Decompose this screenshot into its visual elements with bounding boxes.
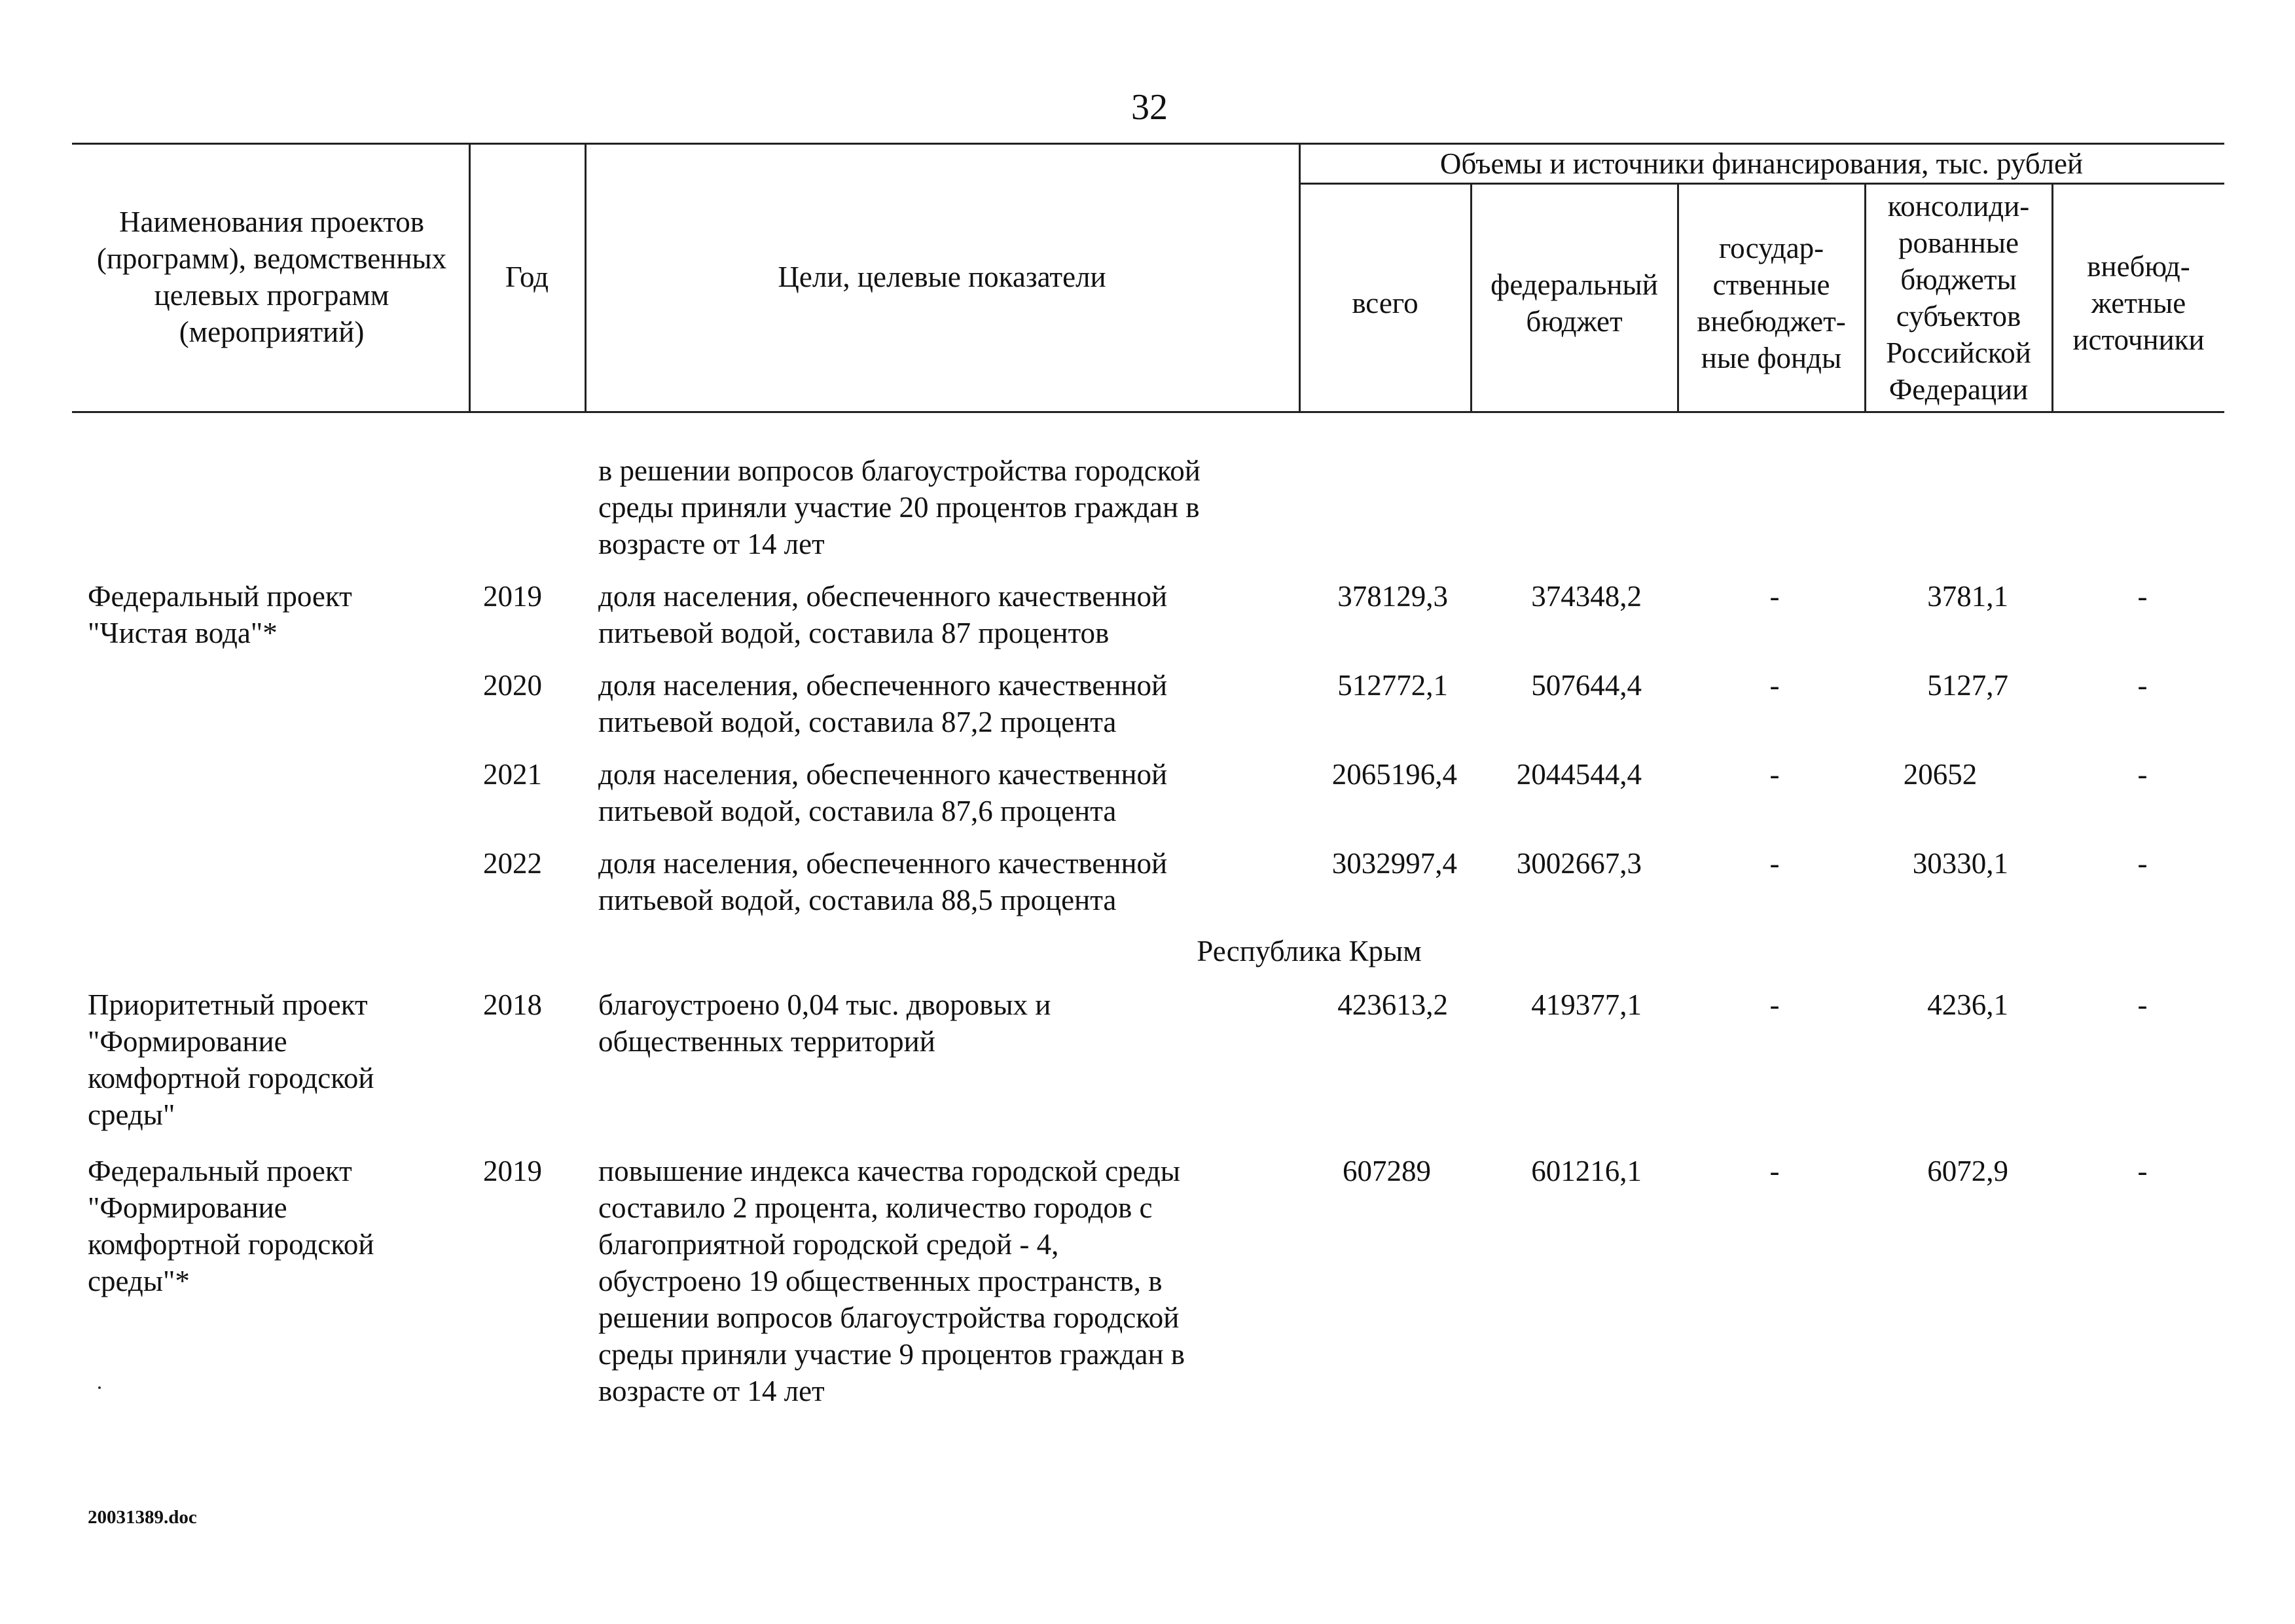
federal-value: 601216,1 [1531,1155,1642,1187]
goal-line: доля населения, обеспеченного качественной [598,758,1168,791]
col-divider [1864,183,1866,411]
col-divider [1470,183,1472,411]
offbudget-value: - [2137,580,2148,613]
regional-value: 20652 [1903,758,1978,791]
header-name: Наименования проектов (программ), ведомственных целевых программ (мероприятий) [96,206,447,348]
goal-line: питьевой водой, составила 88,5 процента [598,884,1117,916]
page-number: 32 [1131,87,1168,128]
goal-line: решении вопросов благоустройства городской [598,1301,1180,1334]
goal-line: доля населения, обеспеченного качественной [598,847,1168,880]
speck-dot [98,1386,101,1389]
header-bottom-border [72,411,2224,413]
goal-line: питьевой водой, составила 87,2 процента [598,706,1117,738]
state-funds-value: - [1769,580,1780,613]
goal-line: повышение индекса качества городской среды [598,1155,1180,1187]
total-value: 378129,3 [1337,580,1448,613]
regional-value: 3781,1 [1927,580,2008,613]
project-name-line: "Чистая вода"* [88,617,278,649]
project-name-line: "Формирование [88,1025,287,1058]
project-name-line: Приоритетный проект [88,988,368,1021]
goal-line: благоприятной городской средой - 4, [598,1228,1059,1261]
federal-value: 374348,2 [1531,580,1642,613]
federal-value: 419377,1 [1531,988,1642,1021]
region-heading: Республика Крым [1197,935,1422,967]
federal-value: 2044544,4 [1516,758,1642,791]
project-name-line: среды"* [88,1265,190,1297]
project-name-line: комфортной городской [88,1062,374,1094]
year: 2019 [483,580,542,613]
goal-line: возрасте от 14 лет [598,528,825,560]
year: 2018 [483,988,542,1021]
year: 2019 [483,1155,542,1187]
federal-value: 3002667,3 [1516,847,1642,880]
project-name-line: среды" [88,1098,175,1131]
col-divider [1677,183,1679,411]
total-value: 423613,2 [1337,988,1448,1021]
funding-group-border [1299,183,2224,185]
header-goals: Цели, целевые показатели [778,261,1106,293]
goal-line: возрасте от 14 лет [598,1375,825,1407]
offbudget-value: - [2137,1155,2148,1187]
header-federal: федеральный бюджет [1491,268,1658,338]
header-top-border [72,143,2224,145]
header-year: Год [505,261,549,293]
header-total: всего [1352,287,1419,319]
project-name-line: Федеральный проект [88,1155,352,1187]
state-funds-value: - [1769,847,1780,880]
col-divider [2051,183,2053,411]
state-funds-value: - [1769,758,1780,791]
offbudget-value: - [2137,988,2148,1021]
total-value: 607289 [1343,1155,1431,1187]
federal-value: 507644,4 [1531,669,1642,702]
col-divider [1299,143,1301,411]
total-value: 3032997,4 [1331,847,1457,880]
total-value: 2065196,4 [1331,758,1457,791]
goal-line: доля населения, обеспеченного качественной [598,580,1168,613]
offbudget-value: - [2137,669,2148,702]
goal-line: питьевой водой, составила 87 процентов [598,617,1110,649]
goal-line: составило 2 процента, количество городов с [598,1191,1153,1224]
project-name-line: "Формирование [88,1191,287,1224]
goal-line: питьевой водой, составила 87,6 процента [598,795,1117,827]
year: 2020 [483,669,542,702]
goal-line: доля населения, обеспеченного качественной [598,669,1168,702]
goal-line: среды приняли участие 9 процентов граждан в [598,1338,1185,1371]
offbudget-value: - [2137,847,2148,880]
header-regional: консолиди- рованные бюджеты субъектов Российской Федерации [1886,189,2031,406]
col-divider [585,143,587,411]
offbudget-value: - [2137,758,2148,791]
year: 2021 [483,758,542,791]
project-name-line: Федеральный проект [88,580,352,613]
goal-line: среды приняли участие 20 процентов граждан в [598,491,1200,524]
goal-line: в решении вопросов благоустройства городской [598,454,1201,487]
total-value: 512772,1 [1337,669,1448,702]
header-offbudget: внебюд- жетные источники [2072,250,2205,356]
regional-value: 5127,7 [1927,669,2008,702]
regional-value: 30330,1 [1912,847,2008,880]
goal-line: благоустроено 0,04 тыс. дворовых и [598,988,1051,1021]
document-id: 20031389.doc [88,1507,197,1528]
header-state-funds: государ- ственные внебюджет- ные фонды [1697,232,1846,374]
goal-line: общественных территорий [598,1025,935,1058]
regional-value: 6072,9 [1927,1155,2008,1187]
state-funds-value: - [1769,1155,1780,1187]
project-name-line: комфортной городской [88,1228,374,1261]
year: 2022 [483,847,542,880]
col-divider [469,143,471,411]
state-funds-value: - [1769,988,1780,1021]
header-funding-group: Объемы и источники финансирования, тыс. рублей [1439,147,2084,180]
goal-line: обустроено 19 общественных пространств, в [598,1265,1163,1297]
state-funds-value: - [1769,669,1780,702]
regional-value: 4236,1 [1927,988,2008,1021]
